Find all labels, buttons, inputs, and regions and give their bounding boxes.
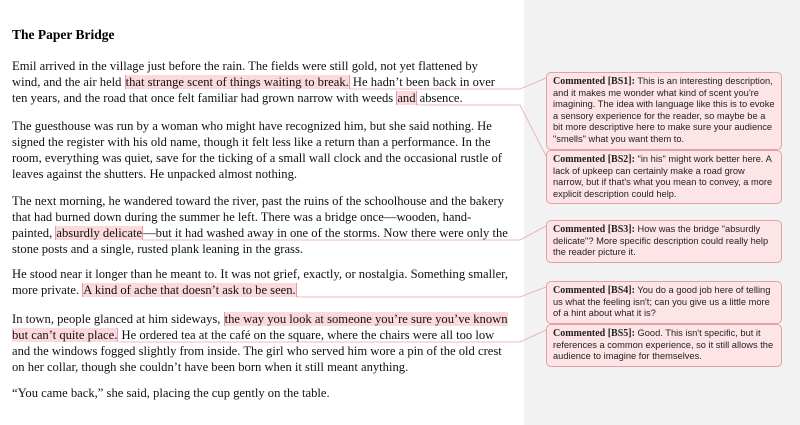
comment-text: You do a good job here of telling us what the feeling isn't; can you give us a little more of a hint about what it is? [553,285,771,319]
comment-text: "in his" might work better here. A lack of upkeep can certainly make a road grow narrow, but if that's what you mean to convey, a more explicit description could help. [553,154,773,199]
paragraph [12,385,508,401]
comment-bubble[interactable] [546,72,782,150]
commented-text-highlight: that strange scent of things waiting to break. [125,75,349,89]
comment-label: Commented [BS2]: [553,154,635,165]
paragraph [12,118,508,182]
comment-label: Commented [BS5]: [553,328,635,339]
comment-text: How was the bridge "absurdly delicate"? More specific description could really help the reader picture it. [553,224,769,258]
paragraph-text: —but it had washed away in one of the storms. Now there were only the stone posts and a single, rusted plank leaning in the grass. [12,226,508,256]
comment-bubble[interactable] [546,150,782,204]
comment-text: This is an interesting description, and it makes me wonder what kind of scent you're imagining. The idea with language like this is to evoke a sensory experience for the reader, so maybe be a bit more descriptive here to make sure your audience "smells" what you want them to. [553,76,775,144]
paragraph-text: “You came back,” she said, placing the cup gently on the table. [12,386,330,400]
commented-text-highlight: absurdly delicate [56,226,143,240]
paragraph-text: He hadn’t been back in over ten years, and the road that once felt familiar had grown narrow with weeds [12,75,496,105]
commented-text-highlight: and [397,91,416,105]
paragraph-text: He stood near it longer than he meant to. It was not grief, exactly, or nostalgia. Something smaller, more private. [12,267,509,297]
comment-text: Good. This isn't specific, but it references a common experience, so it still allows the audience to imagine for themselves. [553,328,774,362]
paragraph [12,193,508,257]
paragraph [12,311,508,375]
commented-text-highlight: the way you look at someone you’re sure you’ve known but can’t quite place. [12,312,508,342]
paragraph [12,58,508,106]
comment-bubble[interactable] [546,324,782,367]
paragraph-text: He ordered tea at the café on the square, where the chairs were all too low and the windows fogged slightly from inside. The girl who served him wore a pin of the old crest on her collar, though she couldn’t have been born when it still meant anything. [12,328,502,374]
paragraph-text: In town, people glanced at him sideways, [12,312,224,326]
paragraph-text: The next morning, he wandered toward the river, past the ruins of the schoolhouse and the bakery that had burned down during the summer he left. There was a bridge once—wooden, hand-painted, [12,194,504,240]
commented-text-highlight: A kind of ache that doesn’t ask to be seen. [83,283,296,297]
paragraph [12,266,508,298]
paragraph-text: Emil arrived in the village just before the rain. The fields were still gold, not yet flattened by wind, and the air held [12,59,478,89]
comment-label: Commented [BS1]: [553,76,635,87]
comment-bubble[interactable] [546,220,782,263]
paragraph-text: The guesthouse was run by a woman who might have recognized him, but she said nothing. He signed the register with his old name, though it felt less like a return than a performance. In the room, everything was quiet, save for the ticking of a small wall clock and the occasional rustle of leaves against the shutters. He unpacked almost nothing. [12,119,502,181]
paragraph-text: absence. [416,91,463,105]
document-title: The Paper Bridge [12,27,115,42]
comment-label: Commented [BS3]: [553,224,635,235]
comment-bubble[interactable] [546,281,782,324]
comment-label: Commented [BS4]: [553,285,635,296]
